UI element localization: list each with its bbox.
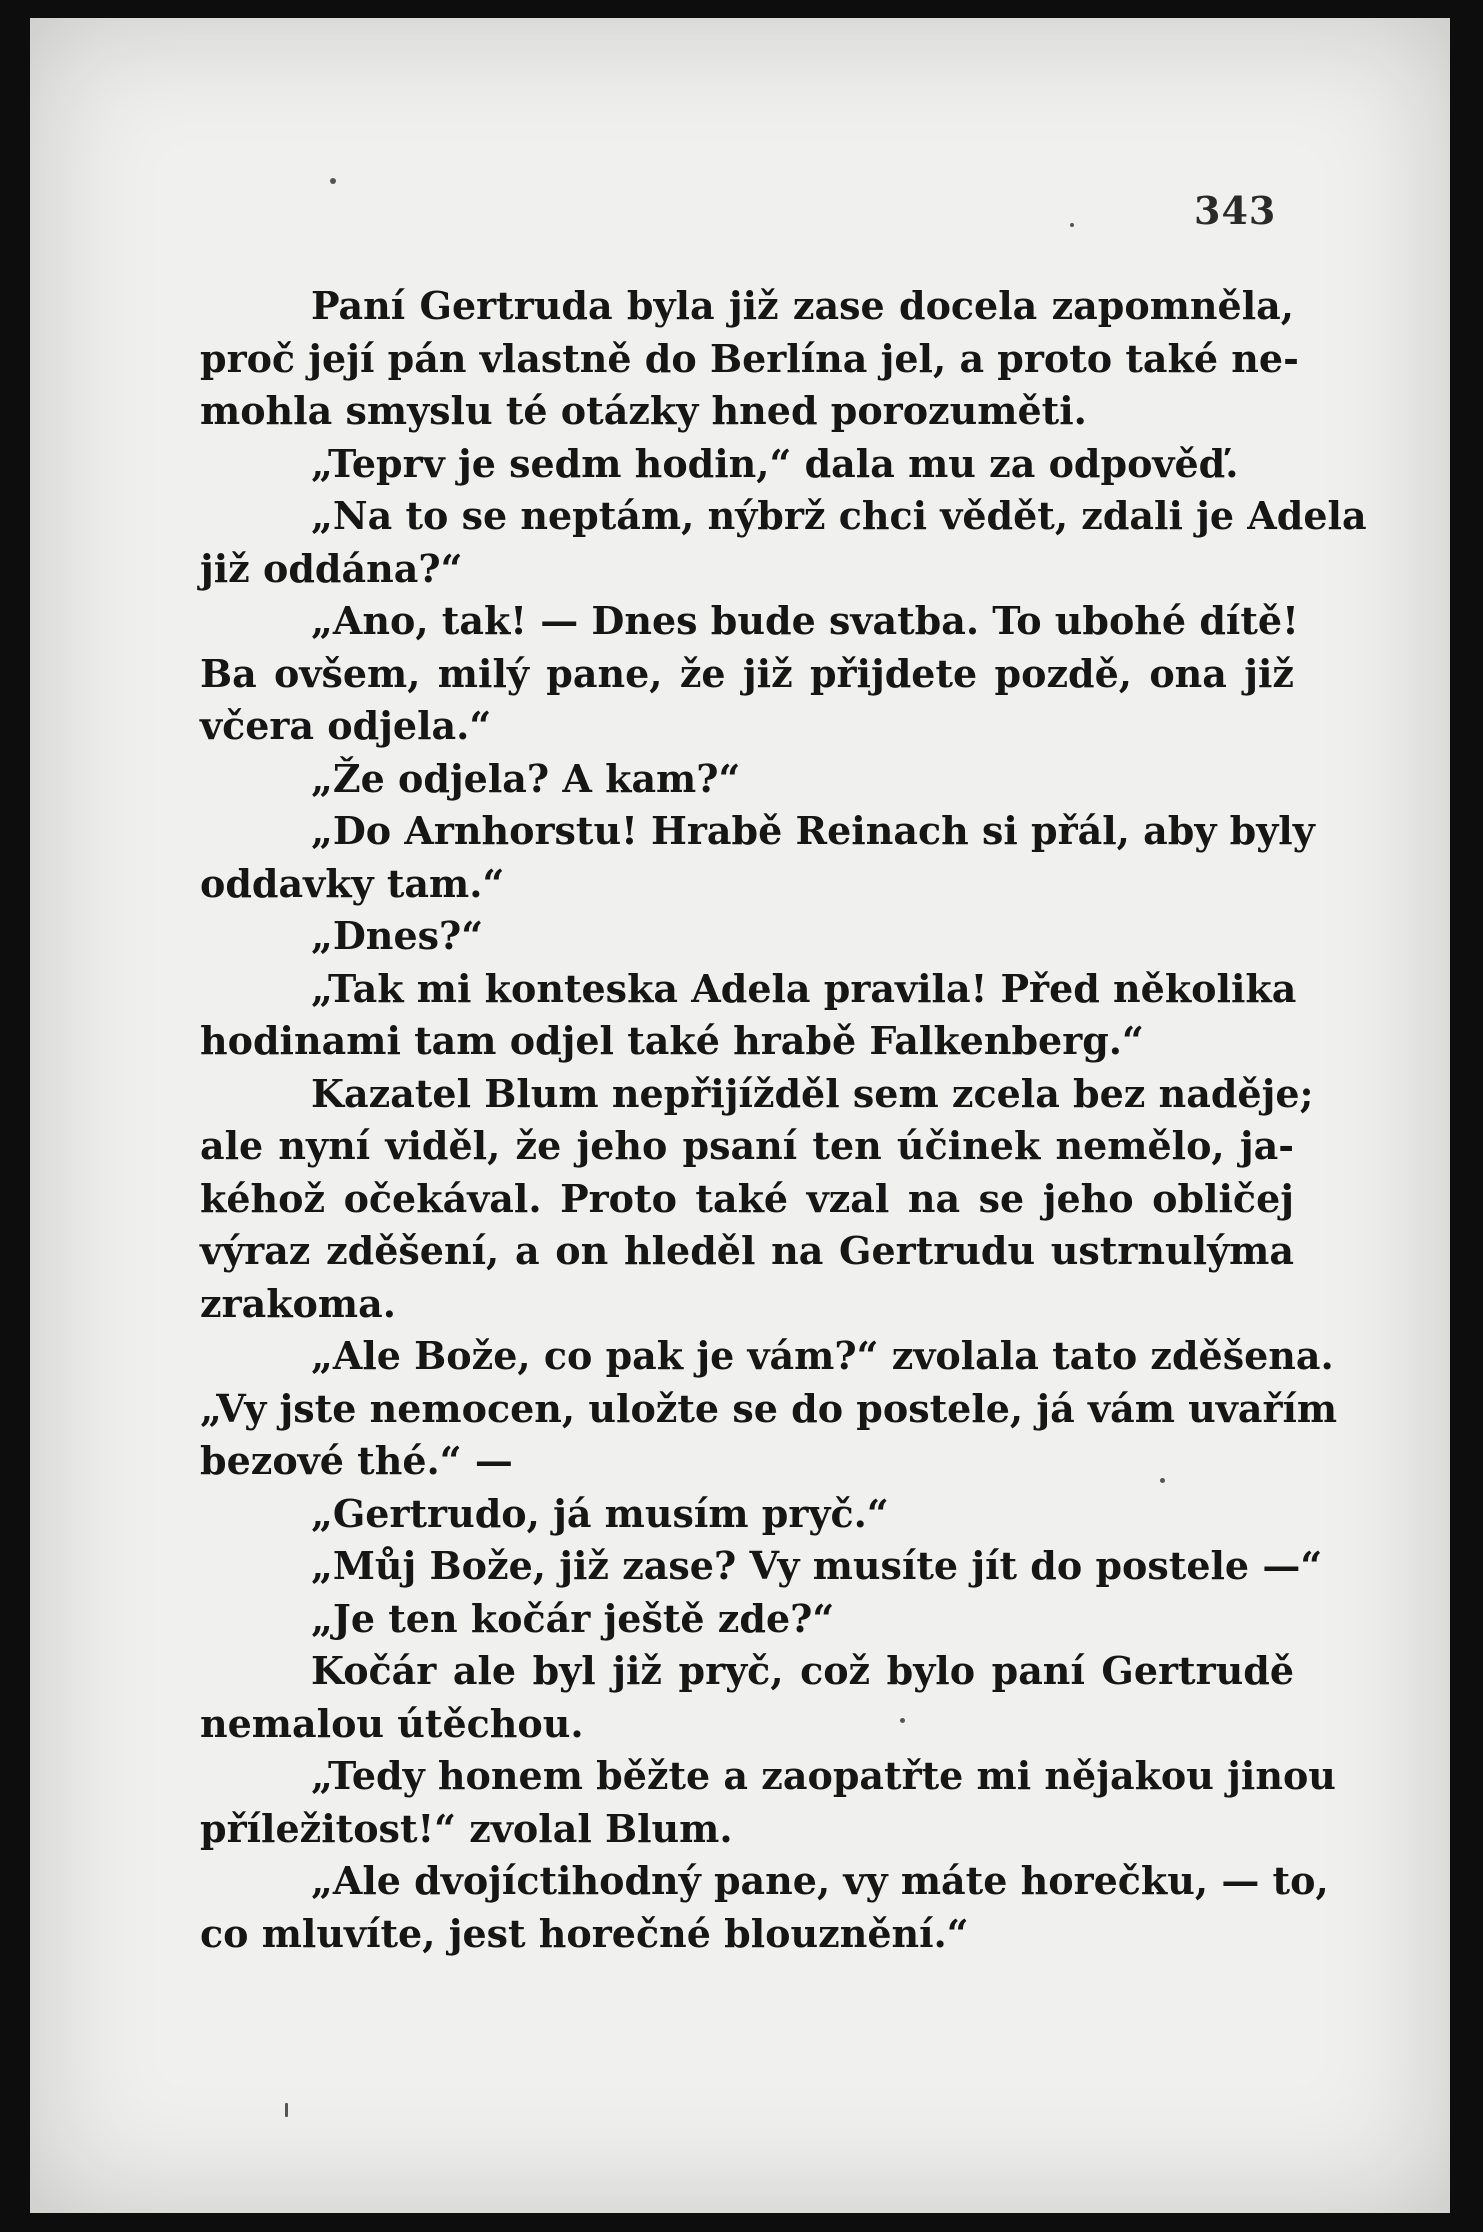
text-line: hodinami tam odjel také hrabě Falkenberg.“ — [200, 1018, 1144, 1063]
scan-speck — [900, 1718, 905, 1723]
text-line: kéhož očekával. Proto také vzal na se jeho obličej — [200, 1175, 1294, 1221]
text-line: příležitost!“ zvolal Blum. — [200, 1805, 733, 1851]
text-line: „Tedy honem běžte a zaopatřte mi nějakou jinou — [311, 1753, 1336, 1798]
text-line: co mluvíte, jest horečné blouznění.“ — [200, 1910, 969, 1956]
text-line: včera odjela.“ — [200, 703, 492, 748]
text-line: již oddána?“ — [200, 545, 463, 591]
text-line: Kazatel Blum nepřijížděl sem zcela bez naděje; — [311, 1070, 1314, 1116]
text-line: nemalou útěchou. — [200, 1700, 584, 1746]
text-line: Paní Gertruda byla již zase docela zapomněla, — [311, 283, 1294, 328]
text-line: „Ale Bože, co pak je vám?“ zvolala tato zděšena. — [311, 1333, 1334, 1378]
text-line: „Můj Bože, již zase? Vy musíte jít do postele —“ — [311, 1543, 1323, 1588]
scan-speck — [1160, 1478, 1165, 1483]
text-line: „Na to se neptám, nýbrž chci vědět, zdali je Adela — [311, 493, 1367, 538]
scan-speck — [1070, 223, 1074, 227]
text-line: zrakoma. — [200, 1280, 396, 1326]
text-line: Ba ovšem, milý pane, že již přijdete pozdě, ona již — [200, 650, 1294, 696]
text-line: „Dnes?“ — [311, 913, 484, 958]
text-line: výraz zděšení, a on hleděl na Gertrudu ustrnulýma — [200, 1228, 1294, 1273]
text-line: „Ale dvojíctihodný pane, vy máte horečku, — to, — [311, 1858, 1329, 1903]
text-line: oddavky tam.“ — [200, 860, 505, 906]
text-line: „Je ten kočár ještě zde?“ — [311, 1595, 835, 1641]
text-line: „Vy jste nemocen, uložte se do postele, já vám uvařím — [200, 1385, 1338, 1431]
text-line: „Gertrudo, já musím pryč.“ — [311, 1490, 889, 1536]
text-line: bezové thé.“ — — [200, 1438, 513, 1483]
text-line: „Do Arnhorstu! Hrabě Reinach si přál, aby byly — [311, 808, 1315, 853]
text-line: proč její pán vlastně do Berlína jel, a proto také ne- — [200, 335, 1299, 381]
text-line: ale nyní viděl, že jeho psaní ten účinek nemělo, ja- — [200, 1123, 1294, 1168]
scan-speck — [285, 2103, 288, 2117]
page-number: 343 — [1194, 188, 1277, 233]
scanned-page — [30, 18, 1450, 2213]
text-line: „Teprv je sedm hodin,“ dala mu za odpověď. — [311, 440, 1239, 486]
text-line: „Že odjela? A kam?“ — [311, 755, 741, 801]
page-text — [200, 280, 1367, 1960]
text-line: „Tak mi konteska Adela pravila! Před několika — [311, 965, 1297, 1011]
text-line: mohla smyslu té otázky hned porozuměti. — [200, 388, 1087, 433]
text-line: „Ano, tak! — Dnes bude svatba. To ubohé dítě! — [311, 598, 1299, 643]
text-line: Kočár ale byl již pryč, což bylo paní Gertrudě — [311, 1648, 1294, 1693]
scan-speck — [330, 178, 336, 184]
